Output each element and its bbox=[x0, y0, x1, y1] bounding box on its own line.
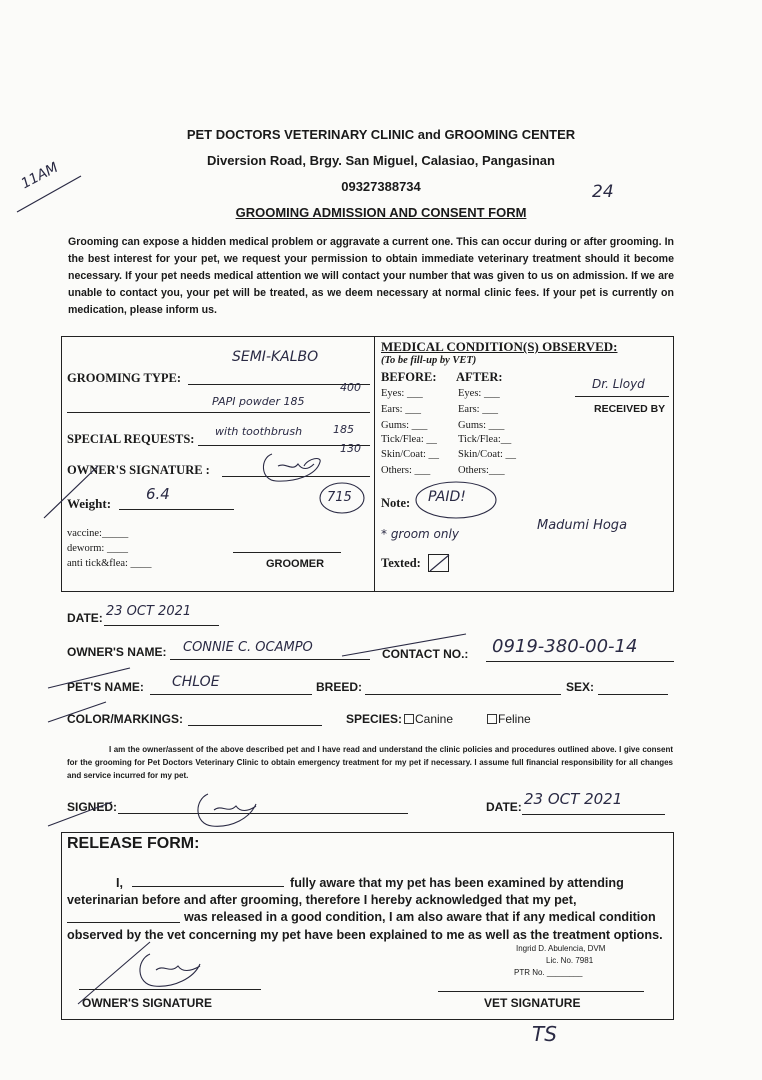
groomer-label: GROOMER bbox=[266, 558, 325, 570]
color-markings-label: COLOR/MARKINGS: bbox=[67, 712, 183, 726]
release-line-1-a: I, bbox=[116, 876, 123, 890]
consent-date-line bbox=[522, 814, 665, 815]
weight-label: Weight: bbox=[67, 496, 112, 511]
date-line bbox=[104, 625, 219, 626]
pet-name-value: CHLOE bbox=[172, 674, 220, 690]
special-requests-value: with toothbrush bbox=[215, 425, 303, 438]
before-item: Ears: ___ bbox=[381, 404, 421, 415]
vaccine-label: vaccine:_____ bbox=[67, 528, 129, 539]
texted-check-mark bbox=[428, 554, 450, 572]
owner-signature-strike bbox=[42, 462, 102, 522]
release-name-line bbox=[132, 886, 284, 887]
after-item: Ears: ___ bbox=[458, 404, 498, 415]
release-title: RELEASE FORM: bbox=[67, 835, 200, 852]
vet-sig-line bbox=[438, 991, 644, 992]
owner-sig-line bbox=[79, 989, 261, 990]
special-requests-label: SPECIAL REQUESTS: bbox=[67, 432, 195, 446]
note-value: PAID! bbox=[428, 489, 466, 505]
feline-label: Feline bbox=[498, 712, 531, 726]
vet-ptr-stamp: PTR No. ________ bbox=[514, 968, 583, 977]
initials: TS bbox=[532, 1022, 557, 1046]
sex-label: SEX: bbox=[566, 680, 595, 694]
contact-value: 0919-380-00-14 bbox=[492, 636, 638, 657]
grooming-line-2-value: PAPI powder 185 bbox=[212, 395, 305, 408]
consent-text: I am the owner/assent of the above described pet and I have read and understand the clinic policies and procedures outlined above. I give consent for the grooming for Pet Doctors Veterinary Clinic to obtain emergency treatment for my pet if necessary. I assume full financial responsibility for all changes and service incurred for my pet. bbox=[67, 745, 673, 780]
antitick-label: anti tick&flea: ____ bbox=[67, 558, 152, 569]
breed-line bbox=[365, 694, 561, 695]
contact-line bbox=[486, 661, 674, 662]
vet-name-stamp: Ingrid D. Abulencia, DVM bbox=[516, 944, 606, 953]
pet-strike-marks bbox=[46, 666, 136, 726]
form-title: GROOMING ADMISSION AND CONSENT FORM bbox=[235, 205, 527, 220]
owner-name-value: CONNIE C. OCAMPO bbox=[183, 640, 313, 655]
after-item: Gums: ___ bbox=[458, 420, 505, 431]
groom-only-note: * groom only bbox=[381, 527, 459, 541]
release-line-1-b: fully aware that my pet has been examined by attending bbox=[290, 876, 624, 890]
price-total: 715 bbox=[327, 490, 352, 505]
received-by-line bbox=[575, 396, 669, 397]
total-circle bbox=[316, 480, 368, 516]
before-item: Gums: ___ bbox=[381, 420, 428, 431]
pet-name-line bbox=[150, 694, 312, 695]
consent-signature-scribble bbox=[190, 790, 270, 830]
texted-label: Texted: bbox=[381, 556, 421, 570]
canine-label: Canine bbox=[415, 712, 454, 726]
release-line-2: veterinarian before and after grooming, therefore I hereby acknowledged that my pet, bbox=[67, 893, 577, 907]
medical-subtitle: (To be fill-up by VET) bbox=[381, 355, 477, 366]
feline-checkbox[interactable] bbox=[487, 714, 497, 724]
note-label: Note: bbox=[381, 496, 411, 510]
box-divider bbox=[374, 336, 375, 592]
intro-paragraph: Grooming can expose a hidden medical problem or aggravate a current one. This can occur during or after grooming. In the best interest for your pet, we request your permission to obtain immediate veterinary treatment should it become necessary. If your pet needs medical attention we will contact your number that was given to us on admission. If we are unable to contact you, your pet will be treated, as we deem necessary at normal clinic fees. If your pet is currently on medication, please inform us. bbox=[68, 236, 674, 316]
grooming-line-2 bbox=[67, 412, 370, 413]
handwritten-time: 11AM bbox=[18, 159, 61, 193]
price-3: 130 bbox=[340, 442, 361, 455]
owners-signature-label: OWNER'S SIGNATURE : bbox=[67, 463, 210, 477]
after-label: AFTER: bbox=[456, 370, 503, 384]
date-value: 23 OCT 2021 bbox=[106, 604, 192, 619]
release-line-4: observed by the vet concerning my pet have been explained to me as well as the treatment options. bbox=[67, 928, 663, 942]
clinic-phone: 09327388734 bbox=[341, 179, 421, 194]
pet-name-label: PET'S NAME: bbox=[67, 680, 144, 694]
release-line-3: was released in a good condition, I am also aware that if any medical condition bbox=[184, 910, 656, 924]
owner-sig-label: OWNER'S SIGNATURE bbox=[82, 996, 212, 1010]
before-item: Tick/Flea: __ bbox=[381, 434, 437, 445]
after-item: Tick/Flea:__ bbox=[458, 434, 512, 445]
contact-label: CONTACT NO.: bbox=[382, 647, 469, 661]
deworm-label: deworm: ____ bbox=[67, 543, 128, 554]
before-item: Skin/Coat: __ bbox=[381, 449, 440, 460]
after-item: Others:___ bbox=[458, 465, 505, 476]
owner-name-label: OWNER'S NAME: bbox=[67, 645, 167, 659]
weight-value: 6.4 bbox=[146, 485, 170, 503]
signed-label: SIGNED: bbox=[67, 800, 118, 814]
clinic-name: PET DOCTORS VETERINARY CLINIC and GROOMING CENTER bbox=[186, 127, 576, 142]
clinic-address: Diversion Road, Brgy. San Miguel, Calasiao, Pangasinan bbox=[207, 153, 555, 168]
received-by-value: Dr. Lloyd bbox=[592, 377, 645, 391]
weight-line bbox=[119, 509, 234, 510]
consent-date-label: DATE: bbox=[486, 800, 522, 814]
vet-sig-label: VET SIGNATURE bbox=[484, 996, 581, 1010]
groomer-line bbox=[233, 552, 341, 553]
grooming-type-label: GROOMING TYPE: bbox=[67, 371, 182, 385]
breed-label: BREED: bbox=[316, 680, 363, 694]
species-label: SPECIES: bbox=[346, 712, 403, 726]
before-label: BEFORE: bbox=[381, 370, 437, 384]
after-item: Skin/Coat: __ bbox=[458, 449, 517, 460]
note-circle bbox=[412, 478, 502, 522]
before-item: Eyes: ___ bbox=[381, 388, 423, 399]
price-1: 400 bbox=[340, 381, 361, 394]
consent-date-value: 23 OCT 2021 bbox=[524, 790, 623, 808]
release-pet-line bbox=[67, 922, 180, 923]
price-2: 185 bbox=[333, 423, 354, 436]
grooming-type-value: SEMI-KALBO bbox=[232, 349, 319, 365]
after-item: Eyes: ___ bbox=[458, 388, 500, 399]
canine-checkbox[interactable] bbox=[404, 714, 414, 724]
signed-strike bbox=[46, 798, 116, 830]
date-label: DATE: bbox=[67, 611, 103, 625]
owner-name-strike bbox=[340, 630, 470, 660]
medical-title: MEDICAL CONDITION(S) OBSERVED: bbox=[381, 339, 618, 354]
received-by-label: RECEIVED BY bbox=[594, 403, 666, 415]
vet-license-stamp: Lic. No. 7981 bbox=[546, 956, 594, 965]
before-item: Others: ___ bbox=[381, 465, 431, 476]
side-name: Madumi Hoga bbox=[537, 518, 628, 533]
handwritten-number: 24 bbox=[592, 182, 614, 202]
sex-line bbox=[598, 694, 668, 695]
color-markings-line bbox=[188, 725, 322, 726]
